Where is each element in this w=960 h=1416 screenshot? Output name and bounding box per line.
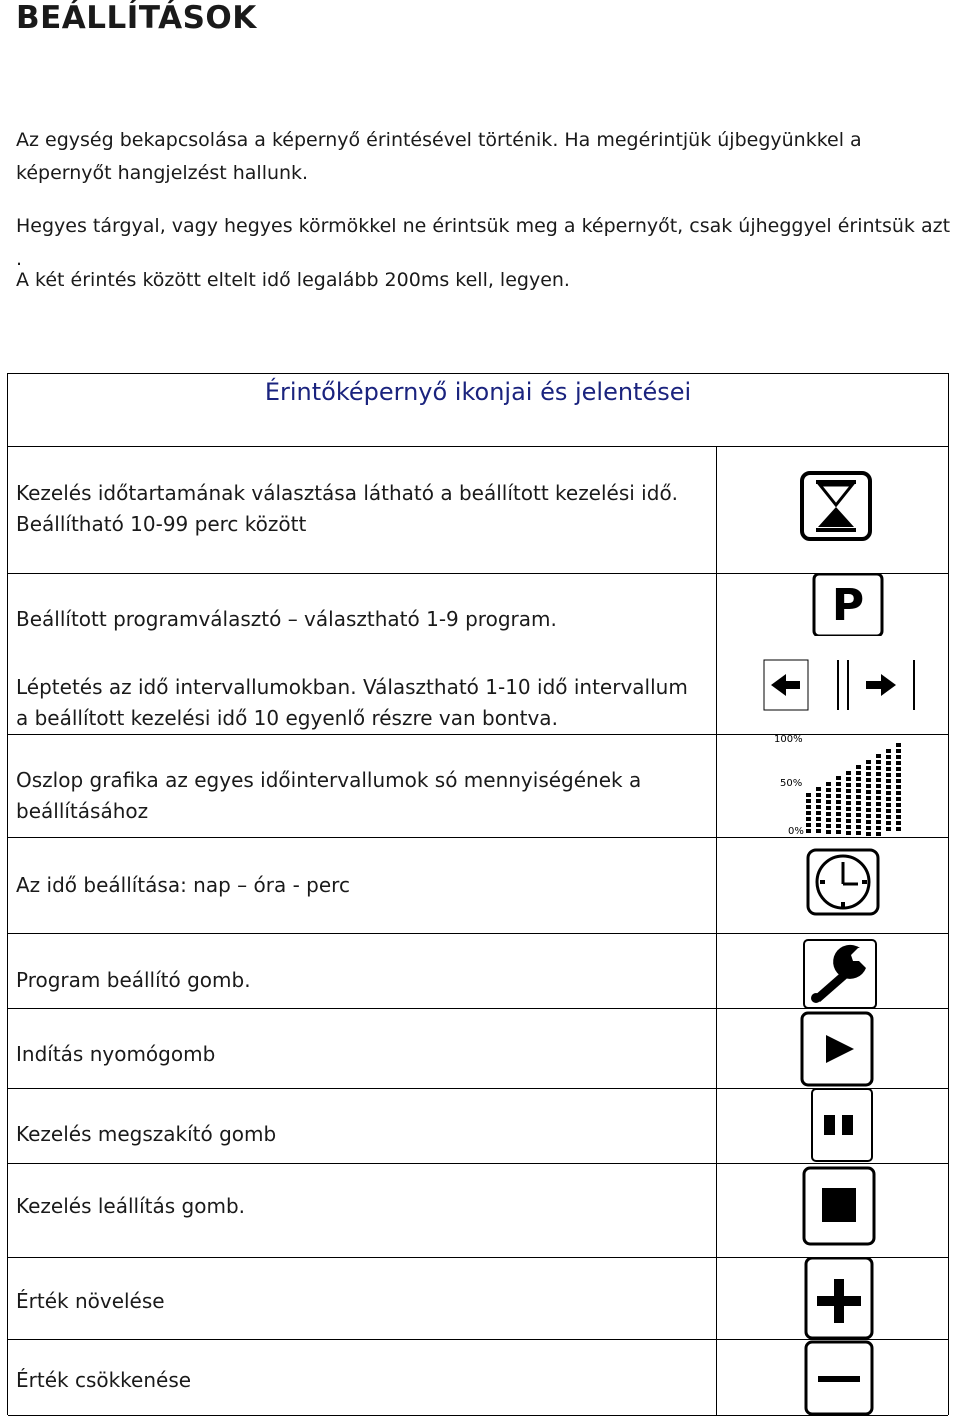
- graph-bar-dot: [836, 776, 841, 780]
- graph-bar-dot: [896, 827, 901, 831]
- graph-bar-dot: [876, 778, 881, 782]
- graph-bar-dot: [896, 809, 901, 813]
- graph-bar-dot: [816, 817, 821, 821]
- graph-bar-dot: [856, 783, 861, 787]
- row-text: Kezelés leállítás gomb.: [16, 1194, 245, 1218]
- table-row: [8, 1009, 948, 1089]
- table-row: [8, 1164, 948, 1258]
- intro-paragraph-2: Hegyes tárgyal, vagy hegyes körmökkel ne érintsük meg a képernyőt, csak újheggyel érintsük azt .: [16, 215, 951, 270]
- row-text: Léptetés az idő intervallumokban. Választható 1-10 idő intervallum a beállított kezelési idő 10 egyenlő részre van bontva.: [16, 675, 688, 730]
- row-text: Indítás nyomógomb: [16, 1042, 216, 1066]
- graph-bar-dot: [806, 811, 811, 815]
- row-text: Érték csökkenése: [16, 1368, 192, 1392]
- graph-bar-dot: [826, 782, 831, 786]
- graph-bar-dot: [856, 825, 861, 829]
- graph-bar-dot: [856, 765, 861, 769]
- graph-bar-dot: [896, 779, 901, 783]
- graph-bar-dot: [806, 829, 811, 833]
- stop-icon: [716, 1164, 948, 1257]
- graph-bar-dot: [896, 743, 901, 747]
- table-row: [8, 636, 948, 735]
- table-row: [8, 838, 948, 934]
- hourglass-icon: [716, 447, 948, 573]
- graph-bar-dot: [856, 813, 861, 817]
- table-row: [8, 447, 948, 574]
- graph-bar-dot: [866, 826, 871, 830]
- graph-bar-dot: [896, 797, 901, 801]
- graph-bar-dot: [816, 799, 821, 803]
- graph-bar-dot: [856, 771, 861, 775]
- graph-bar-dot: [836, 818, 841, 822]
- graph-bar-dot: [846, 825, 851, 829]
- graph-bar-dot: [806, 799, 811, 803]
- graph-bar-dot: [886, 779, 891, 783]
- svg-text:P: P: [831, 580, 865, 631]
- arrows-left-right-icon: [716, 636, 948, 734]
- row-text: Beállított programválasztó – választható 1-9 program.: [16, 607, 557, 631]
- pause-icon: [716, 1089, 948, 1163]
- graph-bar-dot: [876, 754, 881, 758]
- table-row: [8, 735, 948, 838]
- graph-bar-dot: [876, 784, 881, 788]
- graph-bar-dot: [856, 819, 861, 823]
- graph-bar-dot: [836, 812, 841, 816]
- graph-bar-dot: [896, 803, 901, 807]
- graph-bar-dot: [836, 800, 841, 804]
- graph-bar-dot: [886, 797, 891, 801]
- graph-bar-dot: [816, 823, 821, 827]
- graph-bar-dot: [826, 788, 831, 792]
- graph-bar-dot: [876, 802, 881, 806]
- graph-bar-dot: [876, 796, 881, 800]
- graph-bar-dot: [896, 773, 901, 777]
- clock-icon: [716, 838, 948, 933]
- graph-bar-dot: [876, 832, 881, 836]
- graph-bar-dot: [866, 802, 871, 806]
- graph-bar-dot: [826, 800, 831, 804]
- graph-bar-dot: [876, 790, 881, 794]
- table-header-title: Érintőképernyő ikonjai és jelentései: [264, 378, 692, 406]
- graph-bar-dot: [866, 790, 871, 794]
- graph-bar-dot: [866, 814, 871, 818]
- graph-bar-dot: [826, 830, 831, 834]
- page-title: BEÁLLÍTÁSOK: [16, 0, 257, 36]
- play-icon: [716, 1009, 948, 1088]
- graph-bar-dot: [896, 749, 901, 753]
- graph-bar-dot: [886, 791, 891, 795]
- graph-bar-dot: [866, 778, 871, 782]
- graph-bar-dot: [826, 794, 831, 798]
- row-text: Oszlop grafika az egyes időintervallumok só mennyiségének a beállításához: [16, 768, 642, 823]
- graph-label-0: 0%: [788, 826, 804, 837]
- graph-bar-dot: [886, 749, 891, 753]
- graph-bar-dot: [886, 773, 891, 777]
- graph-bar-dot: [866, 796, 871, 800]
- row-text: Az idő beállítása: nap – óra - perc: [16, 873, 350, 897]
- graph-bar-dot: [806, 793, 811, 797]
- graph-bar-dot: [876, 808, 881, 812]
- graph-bar-dot: [866, 760, 871, 764]
- graph-bar-dot: [886, 809, 891, 813]
- graph-bar-dot: [896, 767, 901, 771]
- graph-bar-dot: [816, 829, 821, 833]
- intro-paragraph-1: Az egység bekapcsolása a képernyő érintésével történik. Ha megérintjük újbegyünkkel a képernyőt hangjelzést hallunk.: [16, 129, 862, 184]
- icon-table: [7, 373, 949, 1415]
- graph-bar-dot: [866, 766, 871, 770]
- graph-bar-dot: [876, 814, 881, 818]
- graph-bar-dot: [866, 808, 871, 812]
- graph-bar-dot: [826, 824, 831, 828]
- bar-graph-icon: [716, 735, 948, 837]
- graph-bar-dot: [846, 801, 851, 805]
- graph-bar-dot: [816, 787, 821, 791]
- table-row: [8, 574, 948, 636]
- graph-bar-dot: [866, 772, 871, 776]
- graph-bar-dot: [886, 827, 891, 831]
- graph-bar-dot: [876, 820, 881, 824]
- graph-bar-dot: [876, 772, 881, 776]
- table-row: [8, 1089, 948, 1164]
- graph-bar-dot: [846, 795, 851, 799]
- graph-bar-dot: [846, 819, 851, 823]
- graph-bar-dot: [836, 788, 841, 792]
- graph-bar-dot: [846, 789, 851, 793]
- graph-label-50: 50%: [780, 778, 803, 789]
- row-text: Kezelés időtartamának választása látható a beállított kezelési idő. Beállítható 10-99 perc között: [16, 481, 679, 536]
- graph-bar-dot: [806, 817, 811, 821]
- graph-bar-dot: [846, 771, 851, 775]
- program-p-icon: [716, 574, 948, 636]
- graph-bar-dot: [846, 807, 851, 811]
- graph-bar-dot: [886, 761, 891, 765]
- graph-label-100: 100%: [774, 735, 803, 745]
- graph-bar-dot: [826, 812, 831, 816]
- graph-bar-dot: [896, 821, 901, 825]
- graph-bar-dot: [836, 794, 841, 798]
- graph-bar-dot: [846, 783, 851, 787]
- graph-bar-dot: [886, 821, 891, 825]
- graph-bar-dot: [876, 760, 881, 764]
- graph-bar-dot: [866, 832, 871, 836]
- graph-bar-dot: [846, 777, 851, 781]
- table-row: [8, 1258, 948, 1340]
- graph-bar-dot: [836, 782, 841, 786]
- graph-bar-dot: [886, 755, 891, 759]
- graph-bar-dot: [876, 826, 881, 830]
- graph-bar-dot: [856, 831, 861, 835]
- row-text: Érték növelése: [16, 1289, 165, 1313]
- graph-bar-dot: [856, 807, 861, 811]
- graph-bar-dot: [856, 777, 861, 781]
- graph-bar-dot: [806, 805, 811, 809]
- row-text: Kezelés megszakító gomb: [16, 1122, 277, 1146]
- table-row: [8, 934, 948, 1009]
- table-row: [8, 1340, 948, 1416]
- graph-bar-dot: [856, 795, 861, 799]
- graph-bar-dot: [856, 789, 861, 793]
- graph-bar-dot: [816, 793, 821, 797]
- minus-icon: [716, 1340, 948, 1415]
- graph-bar-dot: [866, 784, 871, 788]
- graph-bar-dot: [886, 785, 891, 789]
- table-header: [8, 374, 948, 447]
- graph-bar-dot: [896, 791, 901, 795]
- graph-bar-dot: [856, 801, 861, 805]
- graph-bar-dot: [886, 803, 891, 807]
- graph-bar-dot: [896, 755, 901, 759]
- graph-bar-dot: [886, 815, 891, 819]
- graph-bar-dot: [896, 815, 901, 819]
- graph-bar-dot: [896, 785, 901, 789]
- row-text: Program beállító gomb.: [16, 968, 251, 992]
- wrench-icon: [716, 934, 948, 1008]
- graph-bar-dot: [846, 813, 851, 817]
- graph-bar-dot: [816, 805, 821, 809]
- graph-bar-dot: [836, 806, 841, 810]
- graph-bar-dot: [826, 806, 831, 810]
- graph-bar-dot: [806, 823, 811, 827]
- graph-bar-dot: [826, 818, 831, 822]
- graph-bar-dot: [836, 824, 841, 828]
- graph-bar-dot: [866, 820, 871, 824]
- graph-bar-dot: [836, 830, 841, 834]
- graph-bar-dot: [816, 811, 821, 815]
- graph-bar-dot: [896, 761, 901, 765]
- graph-bar-dot: [886, 767, 891, 771]
- graph-bar-dot: [846, 831, 851, 835]
- plus-icon: [716, 1258, 948, 1339]
- graph-bar-dot: [876, 766, 881, 770]
- intro-paragraph-3: A két érintés között eltelt idő legalább 200ms kell, legyen.: [16, 269, 570, 291]
